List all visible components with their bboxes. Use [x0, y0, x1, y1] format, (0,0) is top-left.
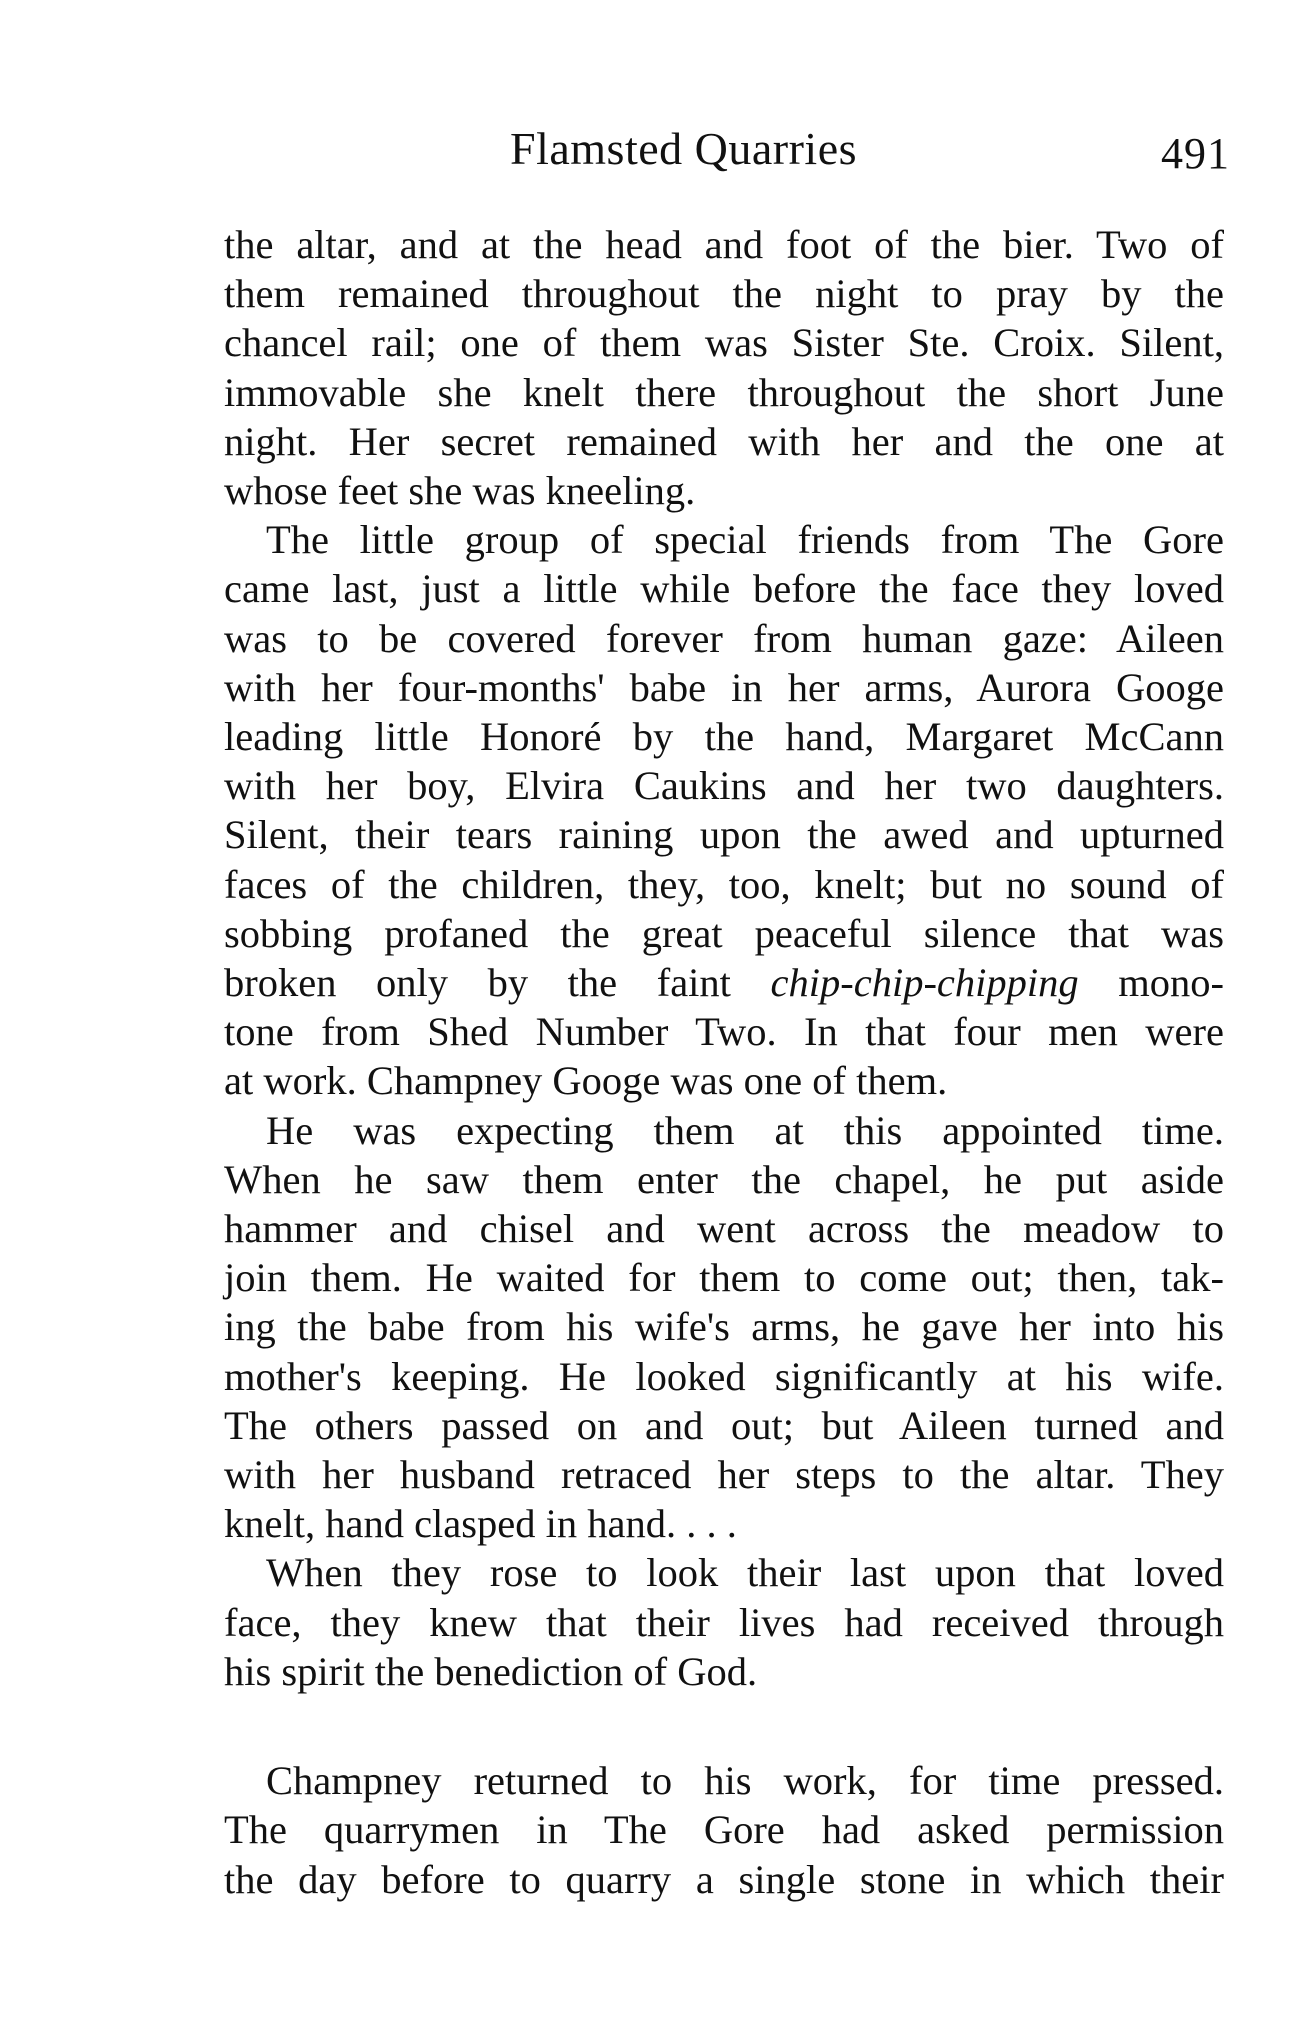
text-line: hammer and chisel and went across the meadow to — [224, 1206, 1224, 1252]
text-line: the day before to quarry a single stone in which their — [224, 1856, 1224, 1902]
text-line: was to be covered forever from human gaze: Aileen — [224, 615, 1224, 661]
text-line: The others passed on and out; but Aileen turned and — [224, 1402, 1224, 1448]
text-line: join them. He waited for them to come out; then, tak- — [224, 1255, 1224, 1301]
page-number: 491 — [1161, 129, 1230, 178]
paragraph-1 — [224, 220, 1224, 515]
text-fragment: broken only by the faint — [224, 960, 771, 1006]
running-title: Flamsted Quarries — [510, 123, 858, 174]
text-line: sobbing profaned the great peaceful silence that was — [224, 910, 1224, 956]
text-line: them remained throughout the night to pray by the — [224, 271, 1224, 317]
text-line: tone from Shed Number Two. In that four men were — [224, 1009, 1224, 1055]
text-line: ing the babe from his wife's arms, he gave her into his — [224, 1304, 1224, 1350]
text-line: mother's keeping. He looked significantly at his wife. — [224, 1353, 1224, 1399]
text-line: immovable she knelt there throughout the short June — [224, 369, 1224, 415]
paragraph-3 — [224, 1106, 1224, 1549]
text-line: with her boy, Elvira Caukins and her two daughters. — [224, 763, 1224, 809]
text-line: leading little Honoré by the hand, Margaret McCann — [224, 714, 1224, 760]
text-line: with her husband retraced her steps to the altar. They — [224, 1452, 1224, 1498]
text-line: The little group of special friends from The Gore — [266, 517, 1224, 563]
text-line: Champney returned to his work, for time pressed. — [266, 1758, 1224, 1804]
paragraph-5 — [224, 1756, 1224, 1904]
italic-phrase: chip-chip-chipping — [770, 960, 1079, 1006]
text-line: at work. Champney Googe was one of them. — [224, 1058, 948, 1104]
text-line: night. Her secret remained with her and the one at — [224, 418, 1224, 464]
text-fragment: mono- — [1078, 960, 1224, 1006]
text-line: whose feet she was kneeling. — [224, 468, 696, 514]
section-break — [224, 1696, 1224, 1756]
paragraph-2 — [224, 515, 1224, 1105]
text-line: The quarrymen in The Gore had asked permission — [224, 1807, 1224, 1853]
body-text — [224, 220, 1224, 1904]
text-line: his spirit the benediction of God. — [224, 1648, 758, 1694]
text-line: knelt, hand clasped in hand. . . . — [224, 1501, 737, 1547]
text-line: When he saw them enter the chapel, he put aside — [224, 1156, 1224, 1202]
text-line: When they rose to look their last upon that loved — [266, 1550, 1224, 1596]
text-line: face, they knew that their lives had received through — [224, 1599, 1224, 1645]
text-line: He was expecting them at this appointed time. — [266, 1107, 1224, 1153]
text-line: Silent, their tears raining upon the awed and upturned — [224, 812, 1224, 858]
text-line: the altar, and at the head and foot of the bier. Two of — [224, 222, 1224, 267]
running-head — [220, 122, 1240, 192]
text-line: chancel rail; one of them was Sister Ste. Croix. Silent, — [224, 320, 1224, 366]
text-line-with-italic — [224, 958, 1224, 1007]
text-line: with her four-months' babe in her arms, Aurora Googe — [224, 664, 1224, 710]
paragraph-4 — [224, 1548, 1224, 1696]
text-line: faces of the children, they, too, knelt; but no sound of — [224, 861, 1224, 907]
text-line: came last, just a little while before the face they loved — [224, 566, 1224, 612]
